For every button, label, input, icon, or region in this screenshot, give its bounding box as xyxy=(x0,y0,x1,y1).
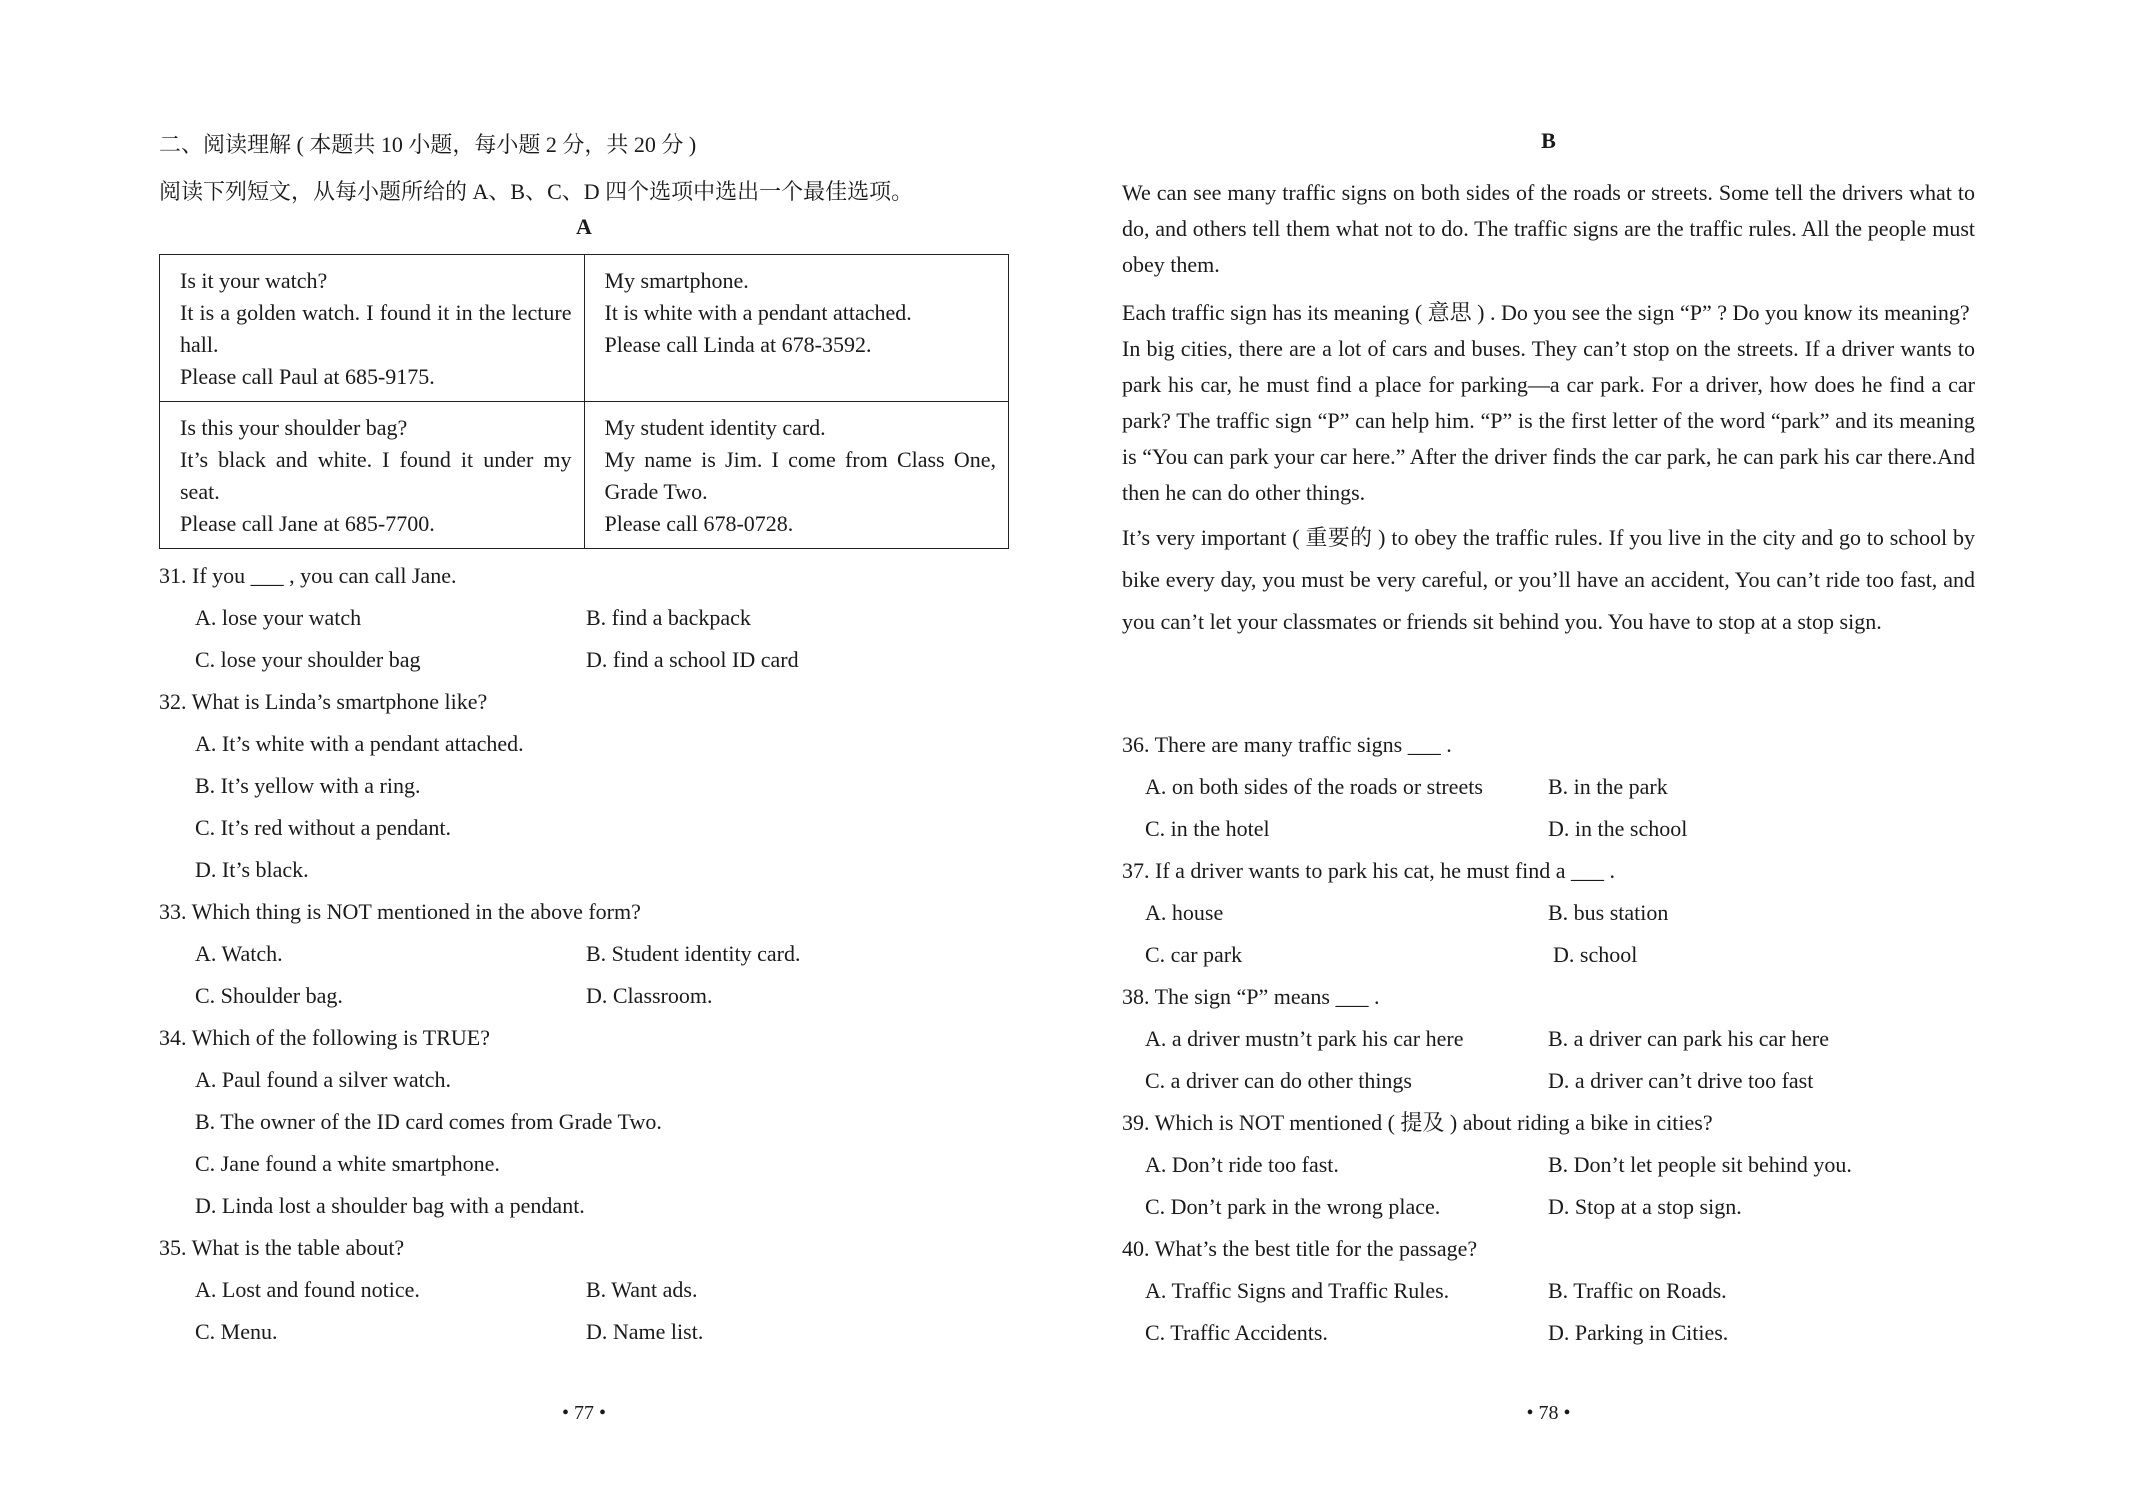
table-cell xyxy=(160,402,585,549)
option-d: D. It’s black. xyxy=(195,857,309,882)
cell-line: It’s black and white. I found it under my seat. xyxy=(180,447,572,504)
option-row xyxy=(1122,1312,1975,1354)
cell-line: Is it your watch? xyxy=(180,268,328,293)
option-b: B. Don’t let people sit behind you. xyxy=(1548,1152,1852,1177)
option-c: C. in the hotel xyxy=(1145,816,1270,841)
option-row xyxy=(1122,1270,1975,1312)
table-row xyxy=(160,402,1009,549)
passage-b xyxy=(1122,175,1975,643)
option-a: A. Traffic Signs and Traffic Rules. xyxy=(1145,1278,1450,1303)
option-row xyxy=(1122,766,1975,808)
option-c: C. lose your shoulder bag xyxy=(195,647,421,672)
option-a: A. lose your watch xyxy=(195,605,362,630)
right-page xyxy=(1122,0,1975,1508)
question-stem: 39. Which is NOT mentioned ( 提及 ) about riding a bike in cities? xyxy=(1122,1110,1713,1135)
cell-line: My smartphone. xyxy=(604,268,749,293)
option-row xyxy=(159,639,1009,681)
option-d: D. Stop at a stop sign. xyxy=(1548,1194,1742,1219)
question-stem: 33. Which thing is NOT mentioned in the above form? xyxy=(159,899,641,924)
option-d: D. find a school ID card xyxy=(586,647,799,672)
option-row xyxy=(1122,1060,1975,1102)
option-b: B. find a backpack xyxy=(586,605,751,630)
page-number: • 78 • xyxy=(1526,1402,1571,1424)
option-b: B. bus station xyxy=(1548,900,1669,925)
option-row xyxy=(1122,1186,1975,1228)
questions-a xyxy=(159,555,1009,1353)
option-c: C. Jane found a white smartphone. xyxy=(195,1151,500,1176)
option-a: A. Don’t ride too fast. xyxy=(1145,1152,1339,1177)
question-stem: 40. What’s the best title for the passage? xyxy=(1122,1236,1478,1261)
option-row xyxy=(159,1311,1009,1353)
option-c: C. Don’t park in the wrong place. xyxy=(1145,1194,1441,1219)
option-row xyxy=(1122,934,1975,976)
option-c: C. a driver can do other things xyxy=(1145,1068,1412,1093)
option-a: A. house xyxy=(1145,900,1224,925)
option-b: B. Student identity card. xyxy=(586,941,801,966)
table-cell xyxy=(584,402,1009,549)
table-cell xyxy=(160,255,585,402)
lost-found-table xyxy=(159,254,1009,549)
option-row xyxy=(159,1101,1009,1143)
option-a: A. Watch. xyxy=(195,941,283,966)
option-row xyxy=(159,849,1009,891)
paragraph: Each traffic sign has its meaning ( 意思 ) . Do you see the sign “P” ? Do you know its meaning? xyxy=(1122,300,1970,325)
question-stem: 35. What is the table about? xyxy=(159,1235,405,1260)
option-row xyxy=(159,765,1009,807)
option-d: D. Name list. xyxy=(586,1319,704,1344)
left-page xyxy=(159,0,1009,1508)
option-d: D. Linda lost a shoulder bag with a pendant. xyxy=(195,1193,585,1218)
question-stem: 32. What is Linda’s smartphone like? xyxy=(159,689,488,714)
option-row xyxy=(159,723,1009,765)
option-a: A. Lost and found notice. xyxy=(195,1277,420,1302)
option-b: B. in the park xyxy=(1548,774,1668,799)
option-c: C. Menu. xyxy=(195,1319,278,1344)
cell-line: It is a golden watch. I found it in the lecture hall. xyxy=(180,300,572,357)
section-instruction: 阅读下列短文，从每小题所给的 A、B、C、D 四个选项中选出一个最佳选项。 xyxy=(159,179,914,204)
option-row xyxy=(1122,1018,1975,1060)
cell-line: Please call Jane at 685-7700. xyxy=(180,511,435,536)
option-a: A. It’s white with a pendant attached. xyxy=(195,731,524,756)
option-row xyxy=(1122,808,1975,850)
option-c: C. Shoulder bag. xyxy=(195,983,343,1008)
option-b: B. a driver can park his car here xyxy=(1548,1026,1829,1051)
option-row xyxy=(159,1269,1009,1311)
cell-line: My name is Jim. I come from Class One, Grade Two. xyxy=(604,447,996,504)
cell-line: It is white with a pendant attached. xyxy=(604,300,912,325)
paragraph: It’s very important ( 重要的 ) to obey the traffic rules. If you live in the city and go to school by bike every day, you must be very careful, or you’ll have an accident, You can’t ride too fast, and you can’t let your classmates or friends sit behind you. You have to stop at a stop sign. xyxy=(1122,525,1975,634)
option-d: D. Parking in Cities. xyxy=(1548,1320,1729,1345)
option-row xyxy=(159,1185,1009,1227)
option-c: C. car park xyxy=(1145,942,1243,967)
option-b: B. Want ads. xyxy=(586,1277,698,1302)
option-row xyxy=(1122,892,1975,934)
option-row xyxy=(159,933,1009,975)
question-stem: 38. The sign “P” means ___ . xyxy=(1122,984,1380,1009)
option-a: A. on both sides of the roads or streets xyxy=(1145,774,1483,799)
cell-line: Please call Linda at 678-3592. xyxy=(604,332,872,357)
cell-line: Is this your shoulder bag? xyxy=(180,415,408,440)
option-d: D. in the school xyxy=(1548,816,1688,841)
option-row xyxy=(1122,1144,1975,1186)
option-d: D. school xyxy=(1553,942,1638,967)
table-cell xyxy=(584,255,1009,402)
option-d: D. a driver can’t drive too fast xyxy=(1548,1068,1814,1093)
option-row xyxy=(159,975,1009,1017)
questions-b xyxy=(1122,724,1975,1354)
passage-a-label: A xyxy=(576,214,592,239)
cell-line: My student identity card. xyxy=(604,415,826,440)
table-row xyxy=(160,255,1009,402)
question-stem: 34. Which of the following is TRUE? xyxy=(159,1025,490,1050)
option-a: A. Paul found a silver watch. xyxy=(195,1067,451,1092)
section-heading: 二、阅读理解 ( 本题共 10 小题，每小题 2 分，共 20 分 ) xyxy=(159,132,697,157)
cell-line: Please call Paul at 685-9175. xyxy=(180,364,435,389)
paragraph: We can see many traffic signs on both sides of the roads or streets. Some tell the drivers what to do, and others tell them what not to do. The traffic signs are the traffic rules. All the people must obey them. xyxy=(1122,180,1975,277)
option-c: C. Traffic Accidents. xyxy=(1145,1320,1328,1345)
option-row xyxy=(159,597,1009,639)
question-stem: 36. There are many traffic signs ___ . xyxy=(1122,732,1452,757)
passage-b-label: B xyxy=(1541,128,1556,153)
option-a: A. a driver mustn’t park his car here xyxy=(1145,1026,1464,1051)
question-stem: 31. If you ___ , you can call Jane. xyxy=(159,563,457,588)
option-row xyxy=(159,1143,1009,1185)
paragraph: In big cities, there are a lot of cars and buses. They can’t stop on the streets. If a driver wants to park his car, he must find a place for parking—a car park. For a driver, how does he find a car park? The traffic sign “P” can help him. “P” is the first letter of the word “park” and its meaning is “You can park your car here.” After the driver finds the car park, he can park his car there.And then he can do other things. xyxy=(1122,336,1975,505)
cell-line: Please call 678-0728. xyxy=(604,511,794,536)
option-b: B. It’s yellow with a ring. xyxy=(195,773,421,798)
option-row xyxy=(159,807,1009,849)
option-b: B. Traffic on Roads. xyxy=(1548,1278,1727,1303)
question-stem: 37. If a driver wants to park his cat, he must find a ___ . xyxy=(1122,858,1616,883)
option-d: D. Classroom. xyxy=(586,983,713,1008)
option-c: C. It’s red without a pendant. xyxy=(195,815,452,840)
page-number: • 77 • xyxy=(561,1402,606,1424)
option-row xyxy=(159,1059,1009,1101)
option-b: B. The owner of the ID card comes from Grade Two. xyxy=(195,1109,662,1134)
